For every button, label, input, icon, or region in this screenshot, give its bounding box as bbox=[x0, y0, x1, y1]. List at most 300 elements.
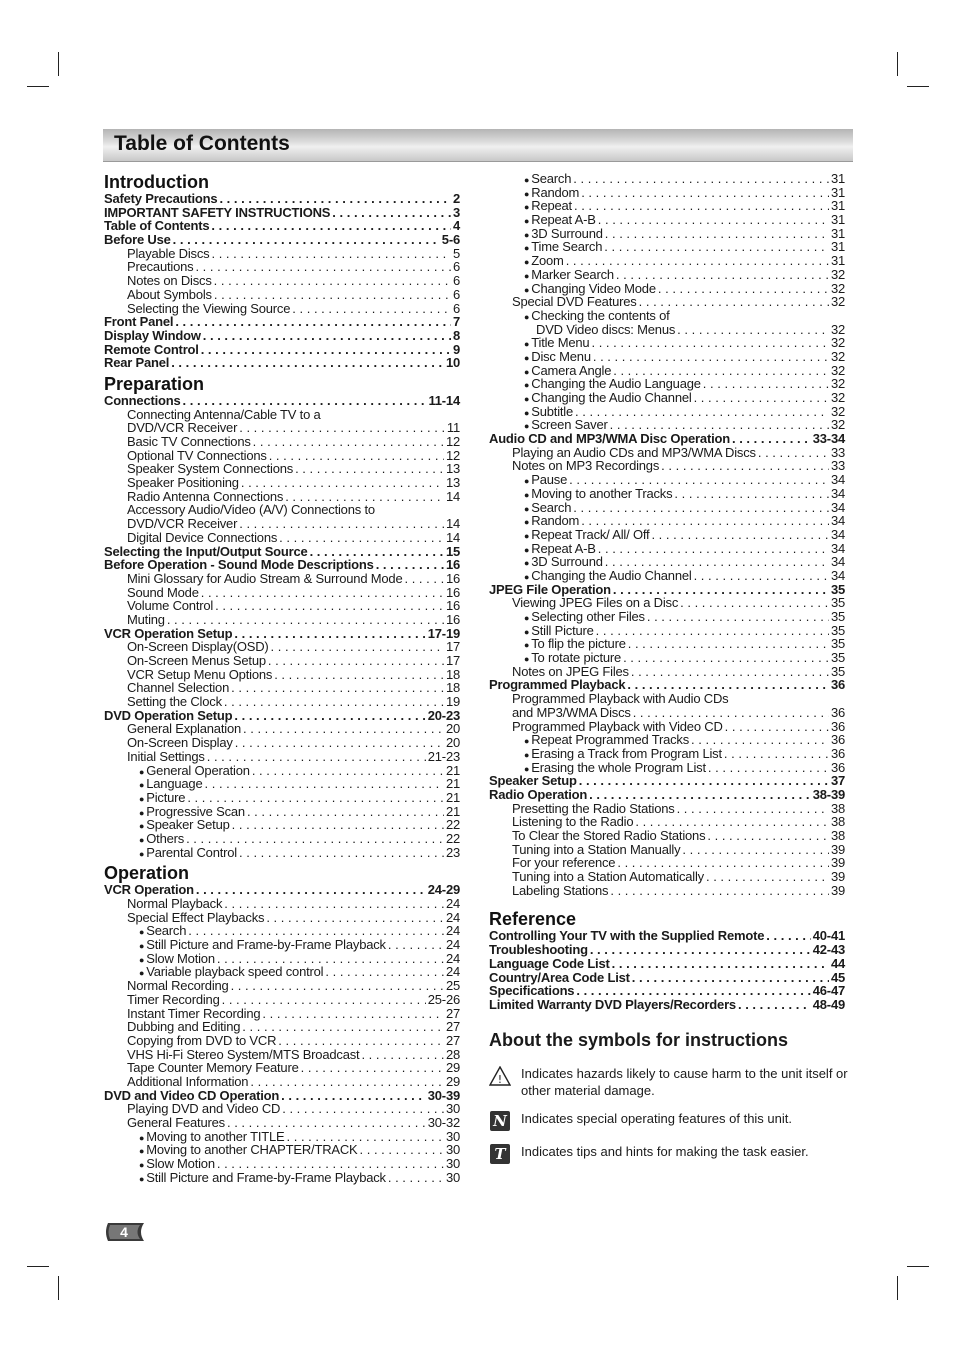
leader-dots bbox=[388, 1171, 444, 1185]
toc-entry-title: Front Panel bbox=[104, 314, 174, 330]
toc-entry bbox=[104, 1157, 460, 1171]
toc-entry bbox=[489, 943, 845, 957]
toc-entry bbox=[104, 846, 460, 860]
leader-dots bbox=[613, 583, 829, 597]
leader-dots bbox=[590, 943, 811, 957]
toc-entry bbox=[104, 1034, 460, 1048]
toc-entry-page: 35 bbox=[830, 609, 845, 624]
toc-entry-page: 36 bbox=[830, 704, 845, 720]
toc-entry-title: Timer Recording bbox=[127, 991, 220, 1007]
toc-entry bbox=[104, 586, 460, 600]
toc-entry-title: IMPORTANT SAFETY INSTRUCTIONS bbox=[104, 204, 331, 220]
toc-entry-title: Initial Settings bbox=[127, 748, 205, 764]
toc-entry-page: 4 bbox=[452, 218, 460, 234]
toc-entry-title: Tuning into a Station Automatically bbox=[512, 869, 704, 885]
toc-entry-page: 36 bbox=[830, 718, 845, 734]
leader-dots bbox=[581, 186, 829, 200]
toc-entry-page: 36 bbox=[830, 745, 845, 761]
toc-entry-title: 3D Surround bbox=[531, 225, 603, 241]
toc-entry-title: Search bbox=[146, 923, 187, 939]
toc-entry-title: Radio Operation bbox=[489, 786, 588, 802]
leader-dots bbox=[610, 884, 829, 898]
bullet-icon: ● bbox=[524, 380, 530, 391]
leader-dots bbox=[617, 856, 829, 870]
toc-entry bbox=[104, 736, 460, 750]
toc-entry bbox=[104, 1116, 460, 1130]
symbol-row-note bbox=[489, 1110, 869, 1132]
leader-dots bbox=[605, 555, 829, 569]
toc-entry bbox=[489, 665, 845, 679]
toc-entry-title: On-Screen Menus Setup bbox=[127, 653, 266, 668]
toc-entry bbox=[489, 624, 845, 638]
toc-entry-title: VCR Setup Menu Options bbox=[127, 666, 273, 682]
leader-dots bbox=[253, 435, 444, 449]
toc-entry bbox=[489, 268, 845, 282]
leader-dots bbox=[188, 924, 444, 938]
toc-entry-page: 6 bbox=[452, 300, 460, 316]
bullet-icon: ● bbox=[524, 339, 530, 350]
toc-entry bbox=[104, 558, 460, 572]
toc-entry-page: 14 bbox=[445, 516, 460, 532]
toc-entry-title: Channel Selection bbox=[127, 680, 230, 696]
leader-dots bbox=[262, 1007, 444, 1021]
toc-entry bbox=[489, 998, 845, 1012]
leader-dots bbox=[325, 965, 444, 979]
toc-entry-page: 48-49 bbox=[812, 996, 845, 1012]
toc-entry bbox=[104, 1102, 460, 1116]
toc-entry-page: 30 bbox=[445, 1169, 460, 1185]
toc-entry bbox=[104, 274, 460, 288]
symbols-heading: About the symbols for instructions bbox=[489, 1030, 789, 1050]
toc-entry bbox=[104, 818, 460, 832]
toc-entry-title: General Features bbox=[127, 1115, 225, 1130]
bullet-icon: ● bbox=[524, 257, 530, 268]
toc-entry bbox=[489, 459, 845, 473]
toc-entry bbox=[489, 569, 845, 583]
toc-entry-page: 31 bbox=[830, 212, 845, 228]
symbol-description: Indicates hazards likely to cause harm to the unit itself or other material damage. bbox=[521, 1066, 848, 1098]
leader-dots bbox=[574, 199, 829, 213]
toc-entry bbox=[104, 233, 460, 247]
toc-entry-page: 23 bbox=[445, 844, 460, 860]
bullet-icon: ● bbox=[524, 763, 530, 774]
toc-right-column bbox=[489, 172, 845, 1012]
leader-dots bbox=[231, 979, 444, 993]
leader-dots bbox=[205, 777, 444, 791]
toc-entry-title: Notes on JPEG Files bbox=[512, 663, 629, 679]
toc-entry-page: 5-6 bbox=[441, 232, 460, 248]
toc-entry-page: 32 bbox=[830, 376, 845, 392]
leader-dots bbox=[639, 295, 829, 309]
leader-dots bbox=[187, 791, 444, 805]
toc-entry-page: 22 bbox=[445, 830, 460, 846]
toc-entry-page: 30 bbox=[445, 1101, 460, 1117]
toc-entry bbox=[104, 791, 460, 805]
toc-entry bbox=[489, 364, 845, 378]
toc-entry-title: DVD and Video CD Operation bbox=[104, 1087, 280, 1103]
toc-entry-title: DVD/VCR Receiver bbox=[127, 420, 238, 436]
toc-entry-page: 11 bbox=[446, 420, 460, 436]
toc-entry bbox=[489, 802, 845, 816]
toc-entry-page: 45 bbox=[830, 969, 845, 985]
bullet-icon: ● bbox=[139, 766, 145, 777]
leader-dots bbox=[301, 1061, 444, 1075]
toc-entry bbox=[104, 302, 460, 316]
toc-entry-title: Time Search bbox=[531, 239, 603, 255]
toc-entry-title: Subtitle bbox=[531, 403, 574, 419]
toc-entry-page: 27 bbox=[445, 1005, 460, 1021]
leader-dots bbox=[217, 1157, 444, 1171]
toc-entry-title: Digital Device Connections bbox=[127, 529, 278, 545]
toc-entry-page: 35 bbox=[830, 581, 845, 597]
leader-dots bbox=[647, 610, 829, 624]
toc-entry bbox=[104, 1075, 460, 1089]
toc-entry-page: 22 bbox=[445, 817, 460, 833]
toc-entry-title: VCR Operation Setup bbox=[104, 625, 233, 641]
leader-dots bbox=[579, 774, 829, 788]
toc-entry bbox=[489, 446, 845, 460]
toc-entry-page: 16 bbox=[445, 611, 460, 627]
toc-entry-title: Connections bbox=[104, 392, 181, 408]
toc-entry-title: Variable playback speed control bbox=[146, 964, 324, 980]
bullet-icon: ● bbox=[524, 489, 530, 500]
toc-entry-page: 32 bbox=[830, 417, 845, 433]
toc-entry-page: 35 bbox=[830, 636, 845, 652]
toc-entry bbox=[489, 350, 845, 364]
toc-entry-title: Labeling Stations bbox=[512, 882, 609, 898]
leader-dots bbox=[285, 490, 444, 504]
bullet-icon: ● bbox=[139, 821, 145, 832]
leader-dots bbox=[271, 640, 444, 654]
leader-dots bbox=[707, 829, 829, 843]
leader-dots bbox=[219, 192, 451, 206]
toc-entry bbox=[489, 528, 845, 542]
toc-entry bbox=[489, 692, 845, 706]
toc-entry-title: Selecting other Files bbox=[531, 609, 645, 624]
toc-entry-title: Changing the Audio Language bbox=[531, 376, 701, 392]
leader-dots bbox=[613, 364, 829, 378]
toc-entry-title: On-Screen Display bbox=[127, 735, 233, 751]
toc-entry-page: 16 bbox=[445, 557, 460, 573]
toc-entry bbox=[489, 637, 845, 651]
toc-entry-page: 24 bbox=[445, 896, 460, 911]
leader-dots bbox=[211, 219, 451, 233]
toc-entry-page: 34 bbox=[830, 540, 845, 556]
toc-entry-title: To Clear the Stored Radio Stations bbox=[512, 828, 706, 843]
leader-dots bbox=[241, 476, 444, 490]
toc-entry-title: About Symbols bbox=[127, 286, 212, 302]
toc-entry-title: Speaker System Connections bbox=[127, 461, 294, 477]
toc-entry bbox=[489, 418, 845, 432]
toc-entry-page: 6 bbox=[452, 259, 460, 275]
toc-entry bbox=[104, 599, 460, 613]
toc-entry bbox=[104, 695, 460, 709]
leader-dots bbox=[605, 227, 829, 241]
toc-entry-title: Instant Timer Recording bbox=[127, 1005, 261, 1021]
toc-entry-title: Controlling Your TV with the Supplied Remote bbox=[489, 928, 765, 944]
toc-entry-page: 9 bbox=[452, 341, 460, 357]
toc-entry-page: 24 bbox=[445, 950, 460, 966]
toc-entry-page: 33 bbox=[830, 458, 845, 474]
toc-entry bbox=[489, 706, 845, 720]
leader-dots bbox=[361, 1048, 443, 1062]
toc-entry-page: 27 bbox=[445, 1032, 460, 1048]
crop-mark bbox=[27, 86, 49, 87]
toc-entry bbox=[104, 924, 460, 938]
leader-dots bbox=[633, 706, 829, 720]
toc-entry bbox=[489, 610, 845, 624]
toc-entry bbox=[104, 681, 460, 695]
toc-entry-title: Audio CD and MP3/WMA Disc Operation bbox=[489, 431, 730, 447]
leader-dots bbox=[214, 274, 451, 288]
toc-entry bbox=[104, 627, 460, 641]
toc-entry-page: 16 bbox=[445, 570, 460, 586]
toc-entry-page: 39 bbox=[830, 869, 845, 885]
toc-entry-title: Moving to another CHAPTER/TRACK bbox=[146, 1142, 358, 1158]
symbol-row-tip bbox=[489, 1143, 869, 1165]
leader-dots bbox=[274, 668, 444, 682]
toc-entry-page: 8 bbox=[452, 327, 460, 343]
toc-entry bbox=[489, 295, 845, 309]
toc-entry bbox=[104, 394, 460, 408]
toc-entry-title: Changing Video Mode bbox=[531, 280, 656, 296]
toc-entry-page: 36 bbox=[830, 732, 845, 748]
bullet-icon: ● bbox=[139, 793, 145, 804]
leader-dots bbox=[201, 586, 444, 600]
toc-entry-title: Rear Panel bbox=[104, 355, 170, 371]
leader-dots bbox=[214, 288, 451, 302]
toc-entry-page: 21 bbox=[445, 803, 460, 819]
toc-entry-title: Changing the Audio Channel bbox=[531, 567, 692, 583]
bullet-icon: ● bbox=[524, 749, 530, 760]
toc-entry-title: Radio Antenna Connections bbox=[127, 488, 284, 504]
toc-entry-page: 20 bbox=[445, 735, 460, 751]
toc-entry bbox=[489, 240, 845, 254]
toc-entry bbox=[104, 668, 460, 682]
toc-entry-title: DVD Video discs: Menus bbox=[536, 321, 676, 337]
tip-t-icon: T bbox=[489, 1143, 511, 1165]
bullet-icon: ● bbox=[524, 407, 530, 418]
toc-entry-page: 17-19 bbox=[427, 625, 460, 641]
toc-entry bbox=[104, 435, 460, 449]
leader-dots bbox=[616, 268, 829, 282]
bullet-icon: ● bbox=[524, 476, 530, 487]
toc-entry bbox=[489, 172, 845, 186]
toc-entry-title: General Operation bbox=[146, 762, 250, 778]
toc-entry-page: 27 bbox=[445, 1019, 460, 1035]
toc-entry-title: Muting bbox=[127, 611, 165, 627]
toc-entry-title: Title Menu bbox=[531, 335, 590, 351]
toc-entry bbox=[104, 490, 460, 504]
toc-entry-page: 32 bbox=[830, 294, 845, 310]
toc-entry-title: General Explanation bbox=[127, 721, 241, 737]
toc-entry-title: Random bbox=[531, 513, 580, 529]
toc-entry bbox=[489, 884, 845, 898]
toc-entry-page: 12 bbox=[445, 434, 460, 449]
bullet-icon: ● bbox=[524, 394, 530, 404]
toc-entry-page: 21 bbox=[445, 762, 460, 778]
leader-dots bbox=[167, 613, 444, 627]
crop-mark bbox=[907, 1266, 929, 1267]
toc-entry-page: 34 bbox=[830, 526, 845, 542]
toc-entry bbox=[489, 678, 845, 692]
leader-dots bbox=[292, 302, 451, 316]
crop-mark bbox=[907, 86, 929, 87]
toc-entry bbox=[489, 377, 845, 391]
toc-entry-page: 35 bbox=[830, 595, 845, 611]
leader-dots bbox=[598, 542, 829, 556]
bullet-icon: ● bbox=[524, 421, 530, 432]
toc-entry-title: Search bbox=[531, 499, 572, 515]
bullet-icon: ● bbox=[139, 1146, 145, 1157]
bullet-icon: ● bbox=[139, 834, 145, 845]
toc-entry-page: 34 bbox=[830, 567, 845, 583]
toc-entry-title: Sound Mode bbox=[127, 584, 199, 600]
toc-entry-page: 38 bbox=[830, 828, 845, 843]
toc-entry-title: Programmed Playback with Audio CDs bbox=[512, 691, 729, 707]
toc-entry-title: Special Effect Playbacks bbox=[127, 909, 265, 925]
bullet-icon: ● bbox=[139, 807, 145, 818]
toc-entry bbox=[104, 911, 460, 925]
toc-entry bbox=[104, 764, 460, 778]
toc-entry-title: Specifications bbox=[489, 983, 575, 999]
toc-entry-title: DVD Operation Setup bbox=[104, 707, 233, 723]
toc-entry-title: DVD/VCR Receiver bbox=[127, 516, 238, 532]
toc-entry bbox=[104, 897, 460, 911]
leader-dots bbox=[674, 487, 829, 501]
toc-entry-page: 30-32 bbox=[427, 1115, 460, 1130]
toc-entry-title: Playable Discs bbox=[127, 245, 210, 261]
toc-entry bbox=[489, 856, 845, 870]
toc-entry-page: 21-23 bbox=[427, 748, 460, 764]
leader-dots bbox=[388, 938, 444, 952]
toc-entry-page: 24 bbox=[445, 937, 460, 953]
toc-entry-title: Programmed Playback bbox=[489, 677, 626, 693]
toc-entry-page: 17 bbox=[445, 639, 460, 655]
toc-entry bbox=[489, 583, 845, 597]
leader-dots bbox=[661, 459, 829, 473]
toc-entry bbox=[104, 192, 460, 206]
leader-dots bbox=[694, 391, 829, 405]
leader-dots bbox=[598, 213, 829, 227]
leader-dots bbox=[282, 1102, 444, 1116]
bullet-icon: ● bbox=[524, 270, 530, 281]
toc-entry-title: Before Operation - Sound Mode Descriptions bbox=[104, 557, 374, 573]
toc-entry bbox=[104, 777, 460, 791]
toc-entry-title: Remote Control bbox=[104, 341, 199, 357]
toc-entry bbox=[489, 720, 845, 734]
leader-dots bbox=[295, 462, 444, 476]
toc-entry-page: 39 bbox=[830, 882, 845, 898]
leader-dots bbox=[758, 446, 829, 460]
toc-entry-title: On-Screen Display(OSD) bbox=[127, 639, 269, 655]
toc-entry bbox=[104, 462, 460, 476]
toc-entry bbox=[104, 805, 460, 819]
leader-dots bbox=[268, 654, 444, 668]
toc-entry-page: 16 bbox=[445, 584, 460, 600]
bullet-icon: ● bbox=[524, 640, 530, 651]
toc-entry-page: 30 bbox=[445, 1156, 460, 1172]
toc-entry bbox=[489, 984, 845, 998]
toc-entry-title: Parental Control bbox=[146, 844, 237, 860]
crop-mark bbox=[897, 1276, 898, 1300]
toc-entry bbox=[104, 640, 460, 654]
leader-dots bbox=[680, 596, 829, 610]
toc-entry-page: 6 bbox=[452, 286, 460, 302]
leader-dots bbox=[215, 599, 444, 613]
bullet-icon: ● bbox=[139, 968, 145, 979]
toc-entry-title: Speaker Positioning bbox=[127, 475, 239, 491]
toc-entry bbox=[489, 957, 845, 971]
bullet-icon: ● bbox=[139, 954, 145, 965]
toc-entry bbox=[104, 1007, 460, 1021]
toc-entry-page: 38 bbox=[830, 814, 845, 830]
toc-entry-page: 35 bbox=[830, 663, 845, 679]
toc-entry-page: 20-23 bbox=[427, 707, 460, 723]
toc-entry bbox=[489, 213, 845, 227]
toc-entry-page: 34 bbox=[830, 485, 845, 501]
bullet-icon: ● bbox=[524, 517, 530, 528]
toc-entry-title: Mini Glossary for Audio Stream & Surround Mode bbox=[127, 570, 403, 586]
toc-entry-title: Listening to the Radio bbox=[512, 814, 634, 830]
toc-entry-title: VCR Operation bbox=[104, 882, 194, 898]
toc-entry-page: 14 bbox=[445, 529, 460, 545]
toc-entry-title: Disc Menu bbox=[531, 348, 591, 364]
leader-dots bbox=[706, 870, 829, 884]
leader-dots bbox=[612, 957, 829, 971]
toc-entry-title: Playing an Audio CDs and MP3/WMA Discs bbox=[512, 444, 756, 460]
leader-dots bbox=[247, 805, 444, 819]
title-bar bbox=[103, 129, 853, 162]
svg-text:!: ! bbox=[497, 1073, 503, 1086]
toc-entry-page: 34 bbox=[830, 554, 845, 570]
leader-dots bbox=[269, 449, 444, 463]
toc-entry bbox=[489, 870, 845, 884]
leader-dots bbox=[658, 282, 829, 296]
leader-dots bbox=[573, 172, 829, 186]
toc-entry-page: 2 bbox=[452, 191, 460, 206]
toc-entry bbox=[104, 883, 460, 897]
toc-entry-title: Display Window bbox=[104, 327, 201, 343]
toc-entry-page: 24 bbox=[445, 909, 460, 925]
leader-dots bbox=[332, 206, 451, 220]
toc-entry bbox=[489, 555, 845, 569]
toc-entry-title: Volume Control bbox=[127, 598, 214, 614]
toc-entry-page: 20 bbox=[445, 721, 460, 737]
leader-dots bbox=[651, 528, 828, 542]
toc-entry bbox=[104, 343, 460, 357]
toc-entry-title: Connecting Antenna/Cable TV to a bbox=[127, 406, 321, 422]
toc-entry bbox=[104, 1143, 460, 1157]
toc-entry-page: 32 bbox=[830, 321, 845, 337]
toc-entry-title: Viewing JPEG Files on a Disc bbox=[512, 595, 679, 611]
toc-entry-page: 25 bbox=[445, 978, 460, 994]
leader-dots bbox=[376, 558, 444, 572]
leader-dots bbox=[694, 569, 829, 583]
leader-dots bbox=[708, 761, 829, 775]
toc-entry bbox=[489, 473, 845, 487]
toc-entry-title: For your reference bbox=[512, 855, 616, 871]
bullet-icon: ● bbox=[524, 571, 530, 582]
leader-dots bbox=[239, 517, 444, 531]
bullet-icon: ● bbox=[139, 1160, 145, 1171]
bullet-icon: ● bbox=[524, 613, 530, 623]
toc-entry-page: 34 bbox=[830, 513, 845, 529]
toc-entry bbox=[104, 709, 460, 723]
toc-entry bbox=[104, 206, 460, 220]
leader-dots bbox=[631, 665, 829, 679]
toc-entry-page: 40-41 bbox=[812, 928, 845, 944]
